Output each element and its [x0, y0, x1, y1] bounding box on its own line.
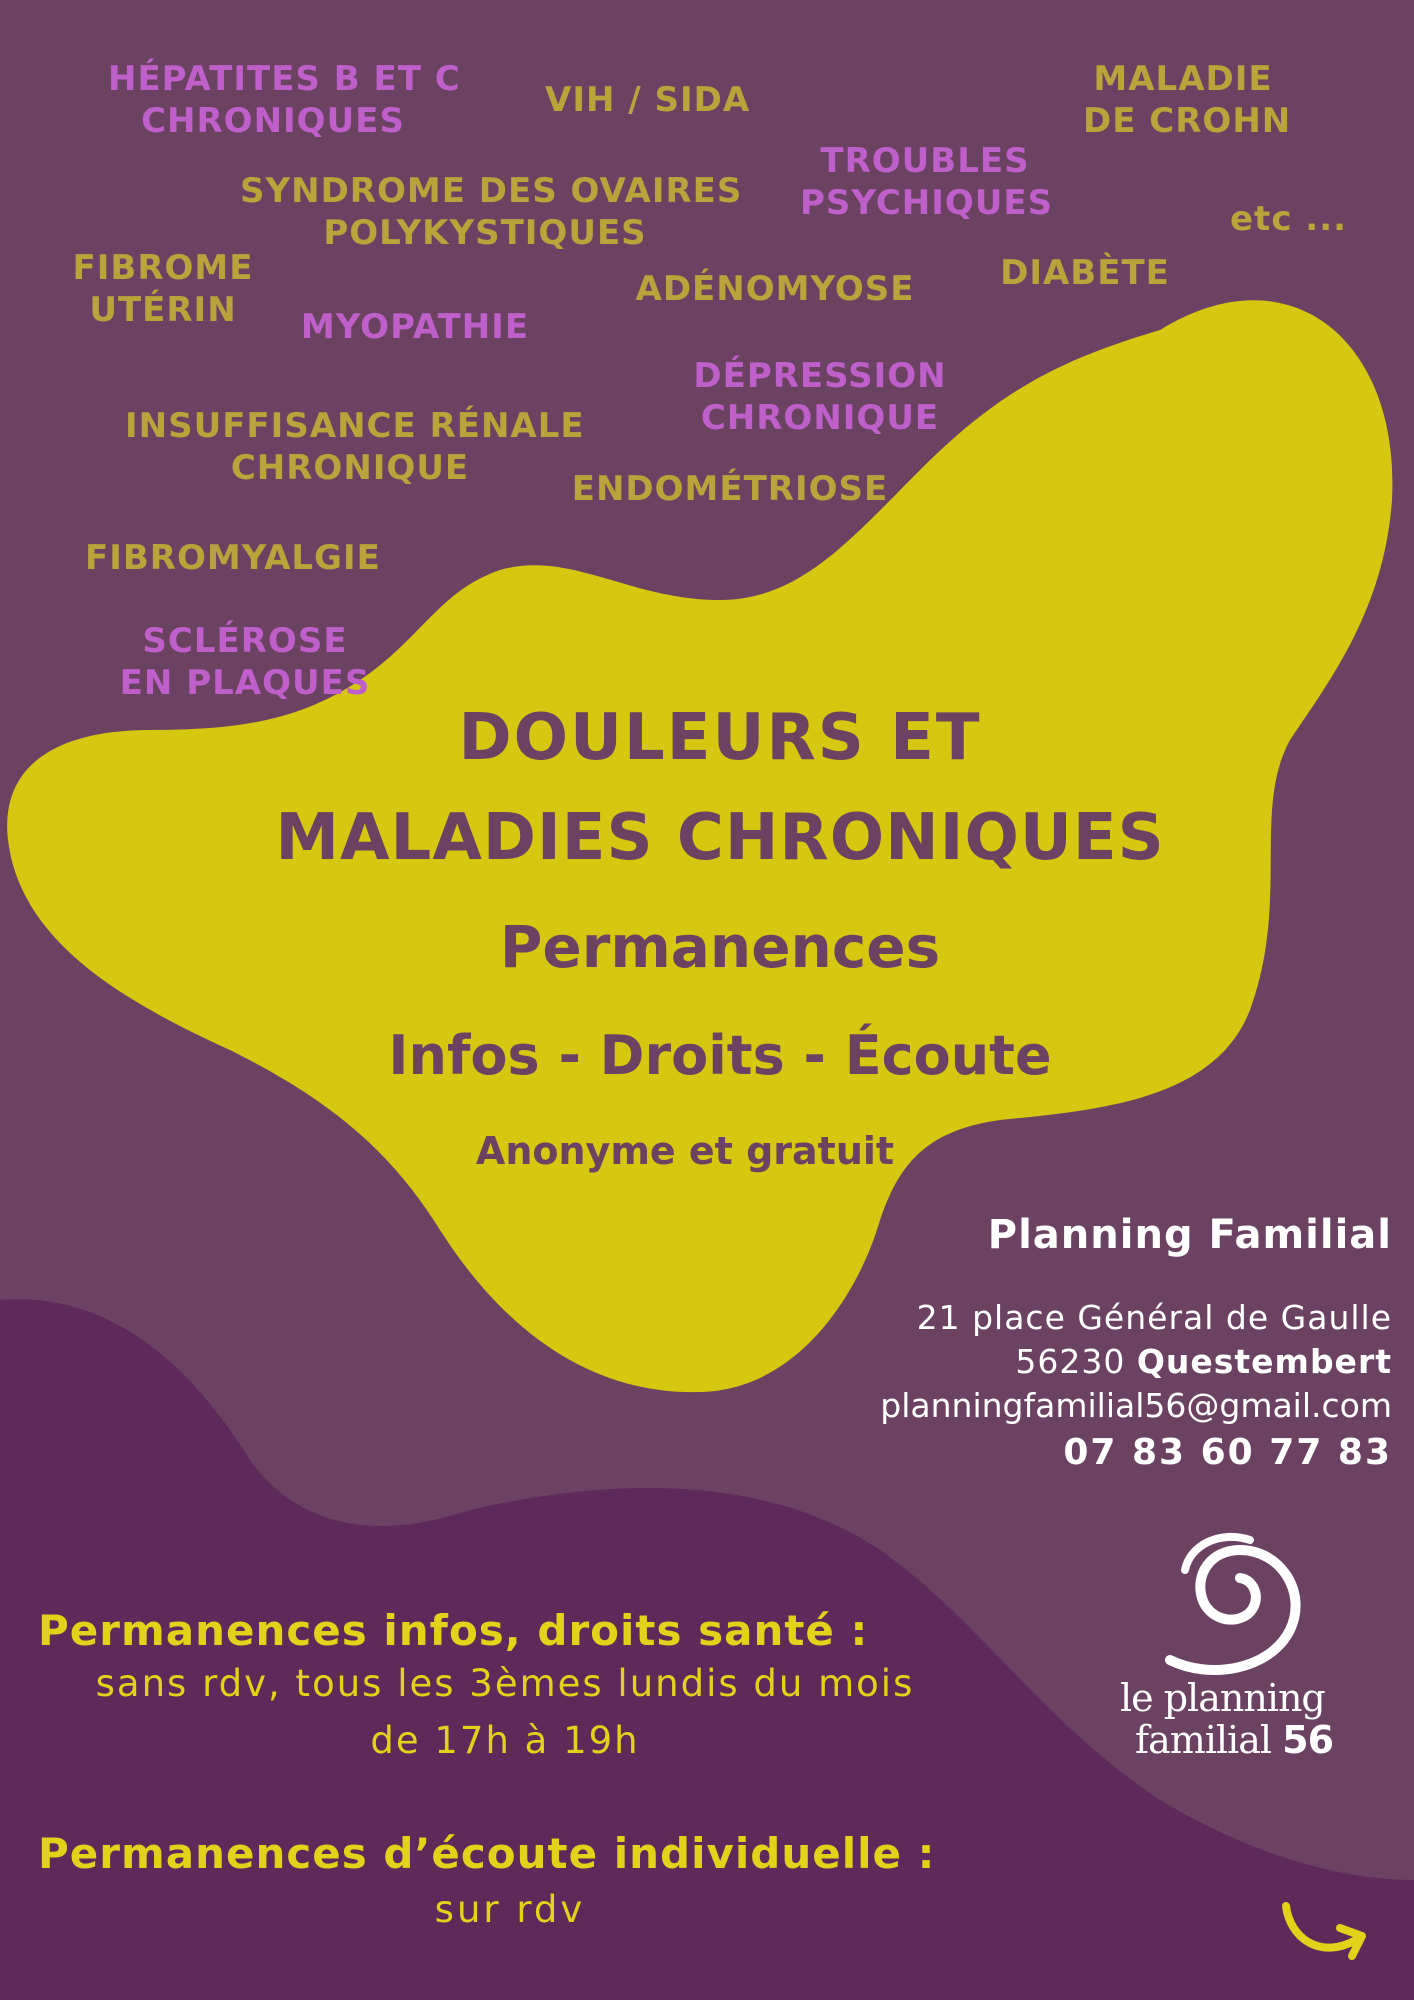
subtitle-permanences: Permanences: [499, 913, 941, 981]
postcode-city-line: [1015, 1340, 1392, 1384]
info-line-1: sans rdv, tous les 3èmes lundis du mois: [95, 1662, 915, 1705]
condition-troubles-psychiques: TROUBLES PSYCHIQUES: [800, 141, 1054, 223]
info-line-2: de 17h à 19h: [370, 1719, 640, 1762]
condition-fibromyalgie: FIBROMYALGIE: [85, 538, 381, 578]
logo-line-2-wrap: [1135, 1718, 1333, 1762]
condition-vih-sida: VIH / SIDA: [545, 80, 751, 120]
condition-fibrome: FIBROME UTÉRIN: [72, 248, 254, 330]
listen-heading: Permanences d’écoute individuelle :: [38, 1829, 936, 1878]
condition-diabete: DIABÈTE: [1000, 253, 1170, 293]
org-name: Planning Familial: [987, 1212, 1392, 1258]
condition-endometriose: ENDOMÉTRIOSE: [571, 469, 889, 509]
condition-adenomyose: ADÉNOMYOSE: [635, 269, 915, 309]
logo-line-1: le planning: [1120, 1676, 1325, 1720]
info-heading: Permanences infos, droits santé :: [38, 1606, 869, 1655]
city: Questembert: [1136, 1342, 1392, 1381]
phone-number[interactable]: 07 83 60 77 83: [1063, 1432, 1392, 1473]
condition-sclerose: SCLÉROSE EN PLAQUES: [119, 621, 371, 703]
condition-etc: etc ...: [1230, 199, 1348, 239]
condition-depression: DÉPRESSION CHRONIQUE: [693, 356, 947, 438]
address-line: 21 place Général de Gaulle: [916, 1298, 1392, 1337]
email-link[interactable]: planningfamilial56@gmail.com: [880, 1386, 1392, 1425]
condition-sopk: SYNDROME DES OVAIRES POLYKYSTIQUES: [240, 171, 743, 253]
condition-hepatites: HÉPATITES B ET C CHRONIQUES: [108, 59, 461, 141]
title-line-2: MALADIES CHRONIQUES: [275, 801, 1165, 875]
listen-line: sur rdv: [434, 1888, 586, 1931]
condition-crohn: MALADIE DE CROHN: [1083, 59, 1292, 141]
logo-line-2: familial: [1135, 1718, 1272, 1762]
title-line-1: DOULEURS ET: [458, 701, 982, 775]
condition-myopathie: MYOPATHIE: [300, 307, 530, 347]
condition-insuffisance-renale: INSUFFISANCE RÉNALE CHRONIQUE: [125, 406, 585, 488]
anonymous-free-note: Anonyme et gratuit: [475, 1129, 895, 1173]
topics-line: Infos - Droits - Écoute: [388, 1024, 1052, 1087]
logo-number: 56: [1282, 1718, 1334, 1762]
curved-arrow-icon: [1280, 1898, 1380, 1968]
spiral-logo-icon: [1140, 1530, 1320, 1680]
postcode: 56230: [1015, 1342, 1126, 1381]
